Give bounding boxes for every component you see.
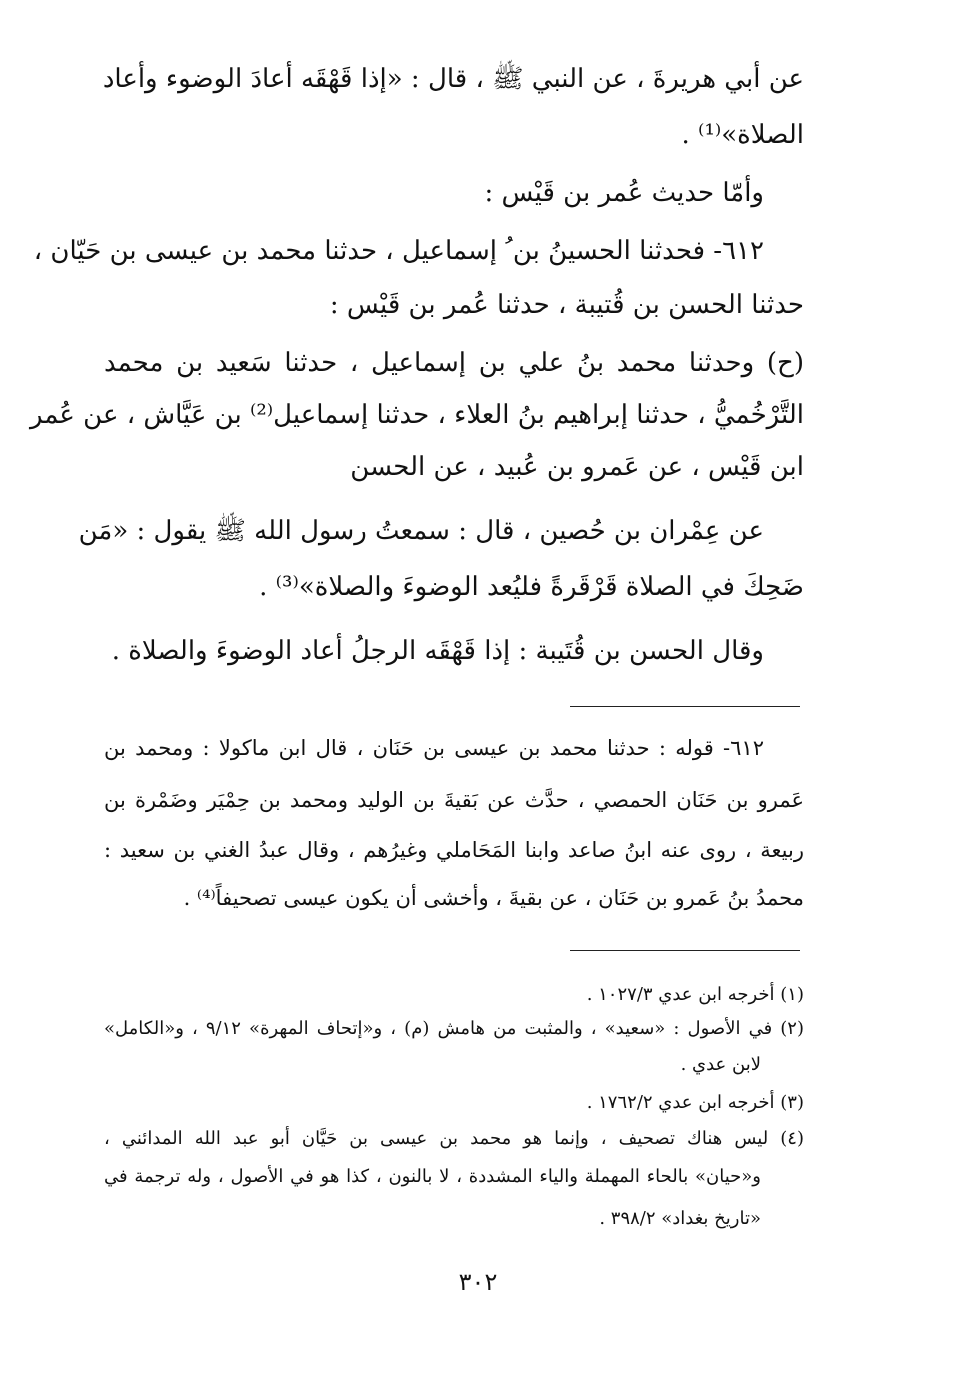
main-text-line-10: ضَحِكَ في الصلاة قَرْقَرةً فليُعد الوضوءَ والصلاة»⁽³⁾ . [259,572,804,602]
main-text-line-4: ٦١٢- فحدثنا الحسينُ بن ُ إسماعيل ، حدثنا محمد بن عيسى بن حَيّان ، [33,236,764,266]
commentary-line-4: محمدُ بنُ عَمرو بن حَنَان ، عن بقيةَ ، وأخشى أن يكون عيسى تصحيفاً⁽⁴⁾ . [183,886,804,910]
main-text-line-8: ابن قَيْس ، عن عَمرو بن عُبيد ، عن الحسن [350,452,804,482]
main-text-line-2: الصلاة»⁽¹⁾ . [681,120,804,150]
commentary-line-3: ربيعة ، روى عنه ابنُ صاعد وابنا المَحَاملي وغيرُهم ، وقال عبدُ الغني بن سعيد : [104,838,804,862]
footnote-4: (٤) ليس هناك تصحيف ، وإنما هو محمد بن عيسى بن حَيَّان أبو عبد الله المدائني ، [104,1128,804,1149]
commentary-line-2: عَمرو بن حَنَان الحمصي ، حدَّث عن بَقيةَ بن الوليد ومحمد بن حِمْيَر وضَمْرة بن [104,788,804,812]
section-heading: وأمّا حديث عُمر بن قَيْس : [484,178,764,208]
footnote-1: (١) أخرجه ابن عدي ١٠٢٧/٣ . [586,984,804,1005]
page-number: ٣٠٢ [458,1268,498,1296]
main-text-line-7: التَّرْخُميُّ ، حدثنا إبراهيم بنُ العلاء ، حدثنا إسماعيل⁽²⁾ بن عَيَّاش ، عن عُمر [30,400,804,430]
main-text-line-6: (ح) وحدثنا محمد بنُ علي بن إسماعيل ، حدثنا سَعيد بن محمد [104,348,804,378]
footnote-divider [570,950,800,951]
footnote-4-cont-2: «تاريخ بغداد» ٣٩٨/٢ . [599,1208,761,1229]
footnote-4-cont-1: و«حيان» بالحاء المهملة والياء المشددة ، لا بالنون ، كذا هو في الأصول ، وله ترجمة في [104,1166,761,1187]
commentary-line-1: ٦١٢- قوله : حدثنا محمد بن عيسى بن حَنَان ، قال ابن ماكولا : ومحمد بن [104,736,764,760]
commentary-divider [570,706,800,707]
footnote-3: (٣) أخرجه ابن عدي ١٧٦٢/٢ . [586,1092,804,1113]
footnote-2-cont: لابن عدي . [680,1054,761,1075]
main-text-line-9: عن عِمْران بن حُصين ، قال : سمعتُ رسول الله ﷺ يقول : «مَن [78,516,764,546]
main-text-line-1: عن أبي هريرةَ ، عن النبي ﷺ ، قال : «إذا قَهْقَه أعادَ الوضوء وأعاد [102,64,804,94]
footnote-2: (٢) في الأصول : «سعيد» ، والمثبت من هامش (م) ، و«إتحاف المهرة» ٩/١٢ ، و«الكامل» [104,1018,804,1039]
main-text-line-5: حدثنا الحسن بن قُتيبة ، حدثنا عُمر بن قَيْس : [329,290,804,320]
main-text-line-11: وقال الحسن بن قُتَيبة : إذا قَهْقَه الرجلُ أعاد الوضوءَ والصلاة . [111,636,764,666]
